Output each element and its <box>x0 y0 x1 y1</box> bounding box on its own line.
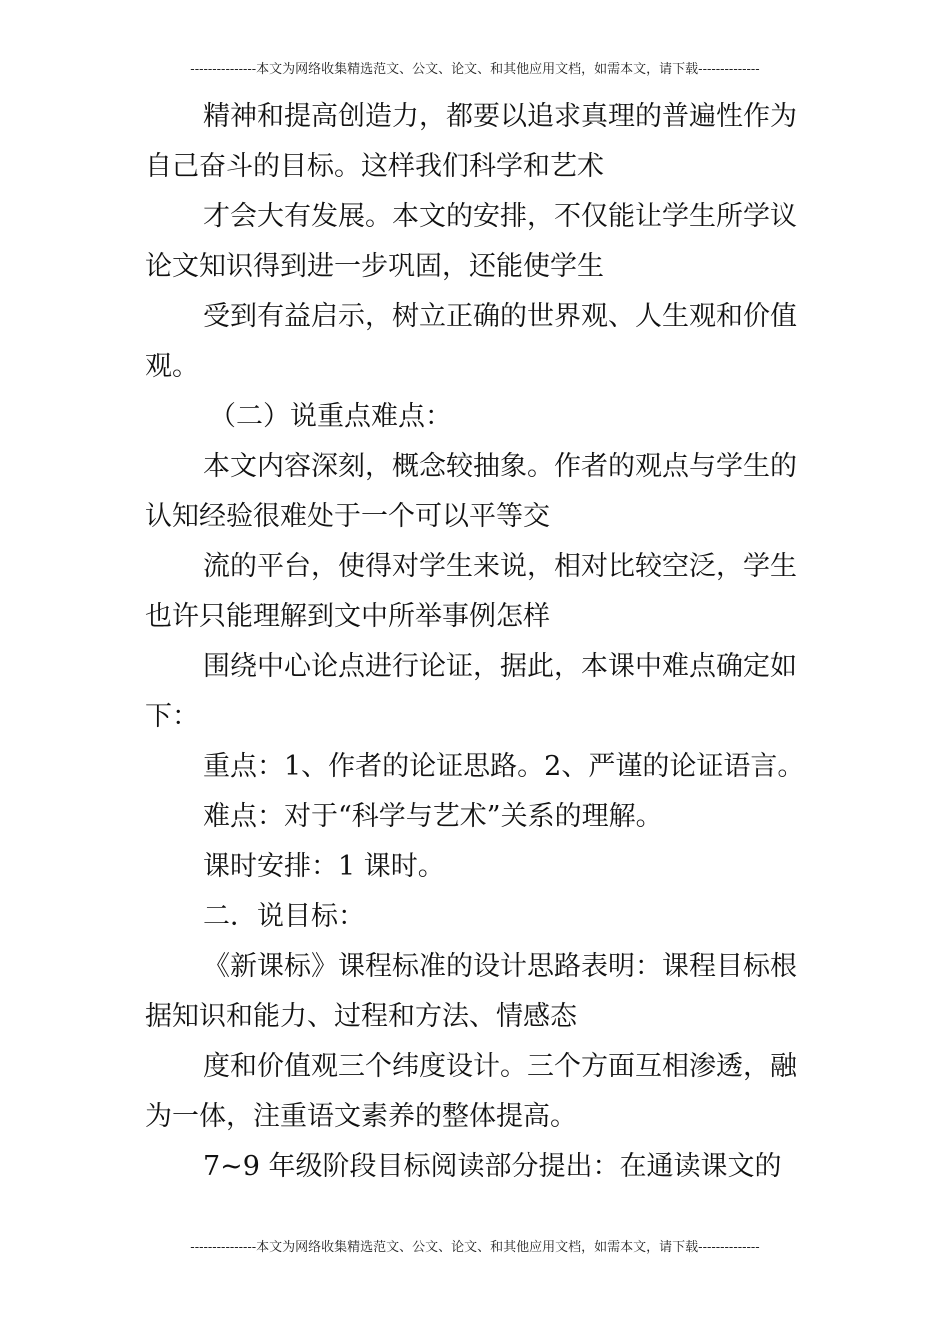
paragraph-6: 流的平台，使得对学生来说，相对比较空泛，学生也许只能理解到文中所举事例怎样 <box>145 551 797 632</box>
paragraph-14: 7~9 年级阶段目标阅读部分提出：在通读课文的 <box>203 1151 782 1182</box>
key-points-line: 重点：1、作者的论证思路。2、严谨的论证语言。 <box>203 751 805 782</box>
section-heading-key-points: （二）说重点难点： <box>209 401 452 432</box>
difficulty-line: 难点：对于“科学与艺术”关系的理解。 <box>203 801 663 832</box>
section-heading-objectives: 二．说目标： <box>203 901 365 932</box>
page-footer-note: ---------------本文为网络收集精选范文、公文、论文、和其他应用文档，如需本文，请下载-------------- <box>190 1240 760 1255</box>
paragraph-7: 围绕中心论点进行论证，据此，本课中难点确定如下： <box>145 651 797 732</box>
paragraph-13: 度和价值观三个纬度设计。三个方面互相渗透，融为一体，注重语文素养的整体提高。 <box>145 1051 797 1132</box>
paragraph-12: 《新课标》课程标准的设计思路表明：课程目标根据知识和能力、过程和方法、情感态 <box>145 951 797 1032</box>
page-header-note: ---------------本文为网络收集精选范文、公文、论文、和其他应用文档，如需本文，请下载-------------- <box>190 62 760 77</box>
schedule-line: 课时安排：1 课时。 <box>203 851 445 882</box>
paragraph-2: 才会大有发展。本文的安排，不仅能让学生所学议论文知识得到进一步巩固，还能使学生 <box>145 201 797 282</box>
paragraph-1: 精神和提高创造力，都要以追求真理的普遍性作为自己奋斗的目标。这样我们科学和艺术 <box>145 101 797 182</box>
paragraph-3: 受到有益启示，树立正确的世界观、人生观和价值观。 <box>145 301 797 382</box>
document-body <box>145 92 815 1192</box>
paragraph-5: 本文内容深刻，概念较抽象。作者的观点与学生的认知经验很难处于一个可以平等交 <box>145 451 797 532</box>
